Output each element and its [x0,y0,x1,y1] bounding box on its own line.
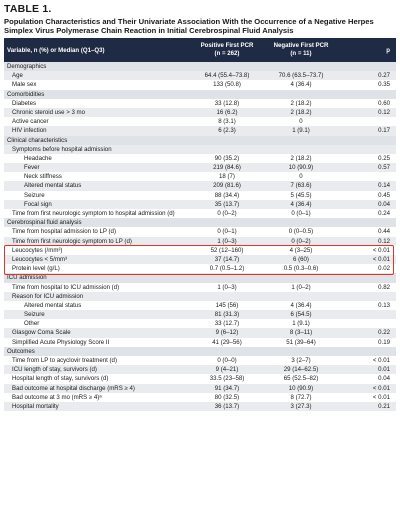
section-row [4,90,396,99]
positive-value: 36 (13.7) [214,402,240,410]
positive-value: 9 (6–12) [215,329,239,337]
negative-value: 10 (90.9) [288,384,314,392]
negative-value: 4 (36.4) [290,301,312,309]
row-label: Hospital length of stay, survivors (d) [12,375,109,383]
p-value [338,62,396,71]
negative-value: 65 (52.5–82) [283,375,319,383]
negative-value: 2 (18.2) [290,99,312,107]
negative-value [264,347,338,356]
negative-value: 70.6 (63.5–73.7) [278,72,324,80]
positive-value [190,145,264,154]
row-label: Time from LP to acyclovir treatment (d) [12,357,117,364]
row-label: Bad outcome at hospital discharge (mRS ≥ 4) [12,384,135,392]
row-label: Symptoms before hospital admission [12,145,112,153]
positive-value: 219 (84.6) [213,164,241,172]
positive-value [190,218,264,227]
negative-value: 4 (3–25) [289,246,313,254]
table-row [4,393,396,402]
negative-value: 2 (18.2) [290,108,312,116]
negative-value: 29 (14–62.5) [283,366,319,374]
positive-value: 90 (35.2) [214,154,240,162]
positive-value: 6 (2.3) [218,127,236,135]
row-label: Demographics [7,63,47,70]
section-row [4,62,396,71]
negative-value: 2 (18.2) [290,154,312,162]
negative-value: 8 (3–11) [289,329,313,337]
section-row [4,273,396,282]
row-label: Altered mental status [24,301,82,309]
header-negative-n: (n = 11) [290,50,312,57]
table-row [4,154,396,163]
p-value [338,273,396,282]
row-label: Protein level (g/L) [12,265,60,273]
p-value: 0.04 [378,200,390,208]
table-row [4,328,396,337]
positive-value: 1 (0–3) [217,237,237,245]
section-row [4,218,396,227]
negative-value: 6 (60) [293,255,309,263]
p-value [338,347,396,356]
table-body [4,62,396,411]
positive-value: 0.7 (0.5–1.2) [209,265,245,273]
table-row [4,255,396,264]
negative-value: 6 (54.5) [290,311,312,319]
row-label: Other [24,320,40,328]
row-label: Clinical characteristics [7,136,68,144]
table-label: TABLE 1. [4,3,52,15]
p-value: 0.12 [378,108,390,116]
row-label: Age [12,72,23,80]
positive-value: 0 (0–1) [217,228,237,236]
table-row [4,402,396,411]
p-value [338,319,396,328]
table-row [4,374,396,383]
positive-value: 33.5 (23–58) [209,375,245,383]
positive-value: 18 (7) [219,173,235,181]
positive-value [190,136,264,145]
p-value [338,90,396,99]
p-value: 0.22 [378,329,390,337]
positive-value: 33 (12.7) [214,320,240,328]
p-value: 0.35 [378,81,390,89]
positive-value: 35 (13.7) [214,200,240,208]
header-negative-label: Negative First PCR [273,42,329,49]
row-label: Neck stiffness [24,173,62,181]
row-label: Hospital mortality [12,402,59,410]
row-label: Bad outcome at 3 mo (mRS ≥ 4)ᵃ [12,393,102,401]
row-label: Time from first neurologic symptom to hospital admission (d) [12,210,175,217]
p-value: 0.24 [378,210,390,217]
table-row [4,283,396,292]
table-row [4,301,396,310]
row-label: Outcomes [7,347,35,355]
p-value: < 0.01 [372,255,390,263]
row-label: Seizure [24,191,45,199]
positive-value [190,347,264,356]
negative-value [264,292,338,301]
p-value: < 0.01 [372,393,390,401]
table-row [4,181,396,190]
p-value: 0.19 [378,338,390,346]
negative-value: 1 (0–2) [291,283,311,291]
p-value: 0.45 [378,191,390,199]
row-label: Male sex [12,81,37,89]
header-positive-n: (n = 262) [214,50,240,57]
header-positive [190,42,264,58]
negative-value: 4 (36.4) [290,200,312,208]
table-row [4,292,396,301]
p-value: 0.04 [378,375,390,383]
negative-value: 5 (45.5) [290,191,312,199]
table-row [4,264,396,273]
negative-value [264,218,338,227]
row-label: Chronic steroid use > 3 mo [12,108,85,116]
p-value [338,136,396,145]
table-row [4,71,396,80]
positive-value: 81 (31.3) [214,311,240,319]
row-label: HIV infection [12,127,47,135]
table-row [4,163,396,172]
positive-value [190,62,264,71]
header-positive-label: Positive First PCR [200,42,254,49]
table-row [4,108,396,117]
table-row [4,99,396,108]
table-row [4,200,396,209]
positive-value: 88 (34.4) [214,191,240,199]
positive-value: 64.4 (55.4–73.8) [204,72,250,80]
positive-value [190,90,264,99]
p-value: 0.57 [378,164,390,172]
negative-value [264,273,338,282]
negative-value: 1 (9.1) [292,320,310,328]
negative-value: 3 (27.3) [290,402,312,410]
negative-value [264,90,338,99]
negative-value: 51 (39–64) [286,338,316,346]
positive-value: 133 (50.8) [213,81,241,89]
p-value: 0.27 [378,72,390,80]
negative-value [264,145,338,154]
row-label: ICU admission [7,274,47,282]
row-label: Reason for ICU admission [12,292,84,300]
positive-value: 41 (29–56) [212,338,242,346]
row-label: Headache [24,154,52,162]
row-label: Time from hospital admission to LP (d) [12,228,116,236]
negative-value: 0 [299,118,303,126]
positive-value: 37 (14.7) [214,255,240,263]
negative-value [264,62,338,71]
table-row [4,237,396,246]
p-value: 0.25 [378,154,390,162]
row-label: Comorbidities [7,90,45,98]
negative-value: 0 [299,173,303,181]
table-header [4,38,396,62]
positive-value: 8 (3.1) [218,118,236,126]
p-value: 0.21 [378,402,390,410]
row-label: Cerebrospinal fluid analysis [7,219,82,227]
p-value: < 0.01 [372,384,390,392]
p-value: 0.82 [378,283,390,291]
table-row [4,172,396,181]
positive-value: 0 (0–0) [217,357,237,364]
table-row [4,126,396,135]
p-value [338,145,396,154]
p-value [338,310,396,319]
positive-value: 145 (56) [215,301,239,309]
p-value: < 0.01 [372,357,390,364]
row-label: Altered mental status [24,182,82,190]
p-value: 0.60 [378,99,390,107]
negative-value: 0.5 (0.3–0.6) [283,265,319,273]
table-row [4,246,396,255]
row-label: Seizure [24,311,45,319]
row-label: Leucocytes (/mm³) [12,246,63,254]
table-row [4,365,396,374]
row-label: Active cancer [12,118,49,126]
negative-value: 8 (72.7) [290,393,312,401]
positive-value: 1 (0–3) [217,283,237,291]
row-label: Simplified Acute Physiology Score II [12,338,110,346]
positive-value [190,273,264,282]
row-label: Diabetes [12,99,37,107]
negative-value: 10 (90.9) [288,164,314,172]
section-row [4,347,396,356]
table-row [4,338,396,347]
p-value: 0.02 [378,265,390,273]
p-value [338,172,396,181]
p-value: 0.44 [378,228,390,236]
row-label: Time from first neurologic symptom to LP (d) [12,237,132,245]
negative-value: 0 (0–1) [291,210,311,217]
positive-value: 91 (34.7) [214,384,240,392]
header-p: p [386,46,390,54]
table-row [4,209,396,218]
p-value [338,117,396,126]
positive-value: 16 (6.2) [216,108,238,116]
p-value: 0.14 [378,182,390,190]
negative-value: 0 (0–2) [291,237,311,245]
p-value: 0.13 [378,301,390,309]
p-value: 0.17 [378,127,390,135]
table-row [4,80,396,89]
positive-value: 52 (12–160) [210,246,244,254]
row-label: ICU length of stay, survivors (d) [12,366,97,374]
row-label: Leucocytes < 5/mm³ [12,255,68,263]
positive-value: 209 (81.6) [213,182,241,190]
header-variable: Variable, n (%) or Median (Q1–Q3) [7,46,105,54]
table-row [4,191,396,200]
positive-value: 9 (4–21) [215,366,239,374]
table-row [4,145,396,154]
table-row [4,117,396,126]
positive-value: 33 (12.8) [214,99,240,107]
row-label: Focal sign [24,200,52,208]
negative-value: 7 (63.6) [290,182,312,190]
positive-value: 0 (0–2) [217,210,237,217]
negative-value: 4 (36.4) [290,81,312,89]
negative-value: 1 (9.1) [292,127,310,135]
p-value: 0.12 [378,237,390,245]
negative-value: 3 (2–7) [291,357,311,364]
header-negative [264,42,338,58]
table-row [4,319,396,328]
negative-value [264,136,338,145]
table-row [4,227,396,236]
row-label: Glasgow Coma Scale [12,329,71,337]
table-row [4,384,396,393]
p-value [338,292,396,301]
positive-value [190,292,264,301]
section-row [4,136,396,145]
positive-value: 80 (32.5) [214,393,240,401]
table-caption: Population Characteristics and Their Univariate Association With the Occurrence of a Negative Herpes Simplex Virus Polymerase Chain Reaction in Initial Cerebrospinal Fluid Analysis [4,17,374,35]
row-label: Time from hospital to ICU admission (d) [12,283,120,291]
p-value: < 0.01 [372,246,390,254]
p-value [338,218,396,227]
table-row [4,310,396,319]
row-label: Fever [24,164,40,172]
table-row [4,356,396,365]
p-value: 0.01 [378,366,390,374]
negative-value: 0 (0–0.5) [288,228,314,236]
